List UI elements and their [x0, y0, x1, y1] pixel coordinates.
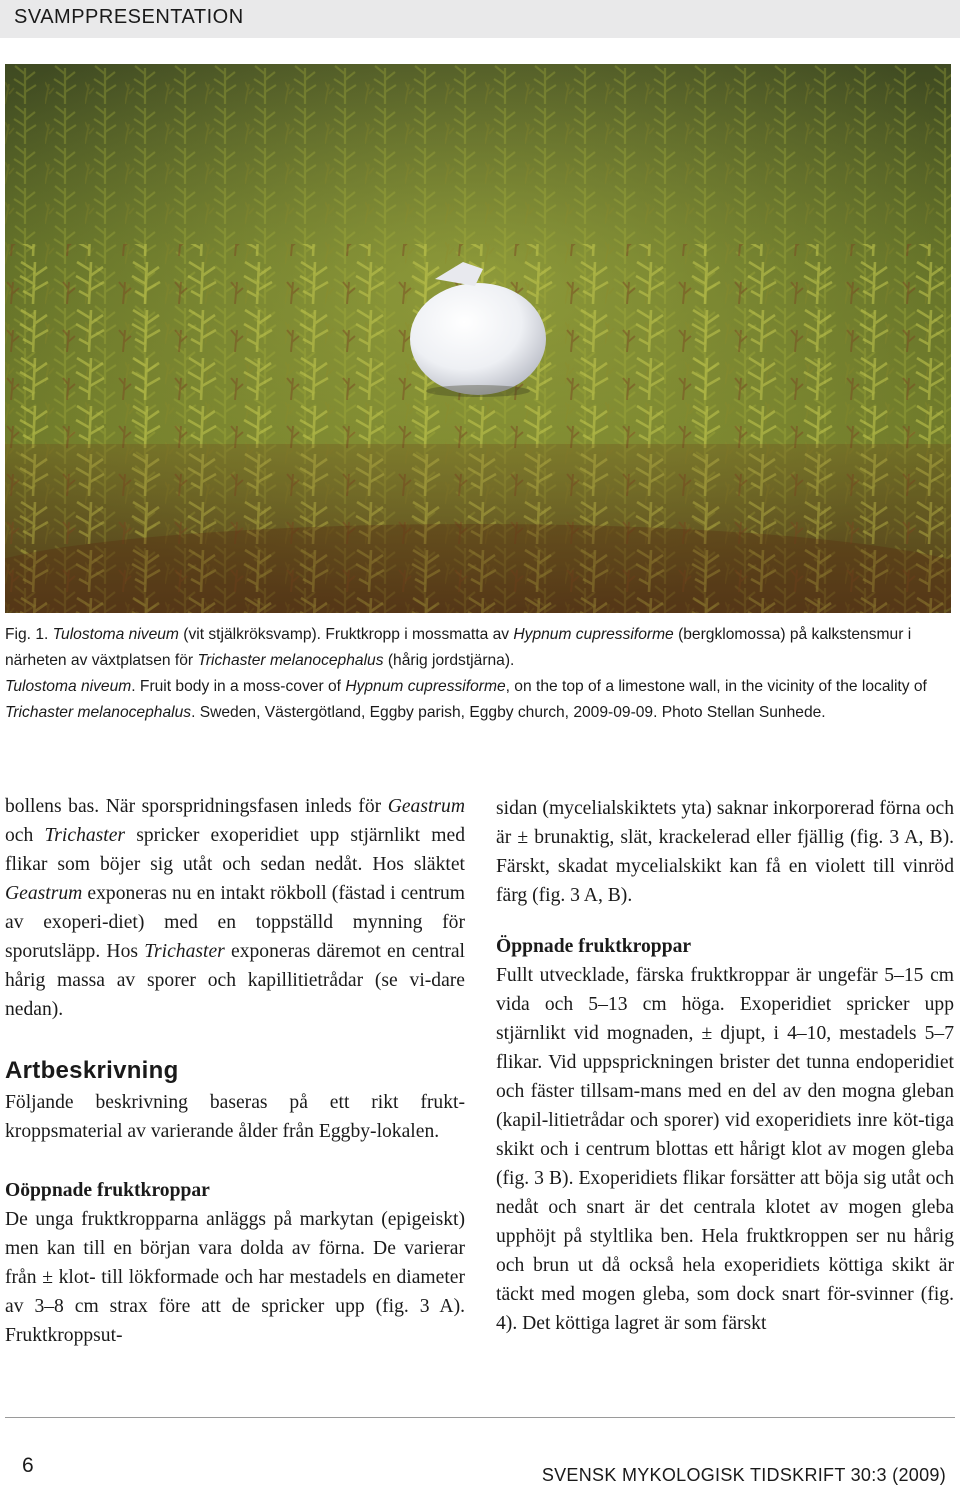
- left-intro-run: exponeras nu en intakt rökboll (fästad i centrum av exoperi-diet) med en toppställd mynning för sporutsläpp. Hos: [5, 883, 465, 962]
- caption-swedish-run: Trichaster melanocephalus: [197, 652, 384, 669]
- subheading-oopnade: Oöppnade fruktkroppar: [5, 1180, 210, 1201]
- subheading-oppnade: Öppnade fruktkroppar: [496, 936, 692, 957]
- caption-english-run: . Sweden, Västergötland, Eggby parish, Eggby church, 2009-09-09. Photo Stellan Sunhede.: [191, 704, 826, 721]
- caption-swedish-run: (bergklomossa) på kalkstensmur i närheten av växtplatsen för: [5, 626, 912, 669]
- caption-swedish-run: Tulostoma niveum: [52, 626, 179, 643]
- left-intro-run: Geastrum: [387, 796, 465, 817]
- figure-caption: [5, 622, 953, 726]
- section-title: SVAMPPRESENTATION: [14, 6, 244, 28]
- caption-english-run: Hypnum cupressiforme: [345, 678, 506, 695]
- left-intro-run: och: [5, 825, 45, 846]
- footer-rule: [5, 1417, 955, 1418]
- caption-english-run: Trichaster melanocephalus: [5, 704, 192, 721]
- journal-name: SVENSK MYKOLOGISK TIDSKRIFT 30:3 (2009): [541, 1465, 946, 1485]
- right-intro-paragraph: sidan (mycelialskiktets yta) saknar inkorporerad förna och är ± brunaktig, slät, krackelerad eller fjällig (fig. 3 A, B). Färskt, skadat mycelialskikt kan få en violett till vinröd färg (fig. 3 A, B).: [496, 798, 954, 906]
- left-intro-run: exponeras däremot en central hårig massa av sporer och kapillitietrådar (se vi-dare nedan).: [5, 941, 465, 1020]
- caption-english-run: Tulostoma niveum: [5, 678, 132, 695]
- caption-english: [5, 674, 953, 726]
- page-number: 6: [22, 1454, 34, 1477]
- caption-swedish-run: (hårig jordstjärna).: [383, 652, 515, 669]
- caption-swedish-run: Fig. 1.: [5, 626, 53, 643]
- oopnade-paragraph: De unga fruktkropparna anläggs på markytan (epigeiskt) men kan till en början vara dolda av förna. De varierar från ± klot- till lökformade och har mestadels en diameter av 3–8 cm strax före att de spricker upp (fig. 3 A). Fruktkroppsut-: [5, 1209, 465, 1346]
- oppnade-paragraph: Fullt utvecklade, färska fruktkroppar är ungefär 5–15 cm vida och 5–13 cm höga. Exoperidiet spricker upp stjärnlikt vid mognaden, ± djupt, i 4–10, mestadels 5–7 flikar. Vid uppsprickningen brister det tunna endoperidiet och fäster tillsam-mans med en del av den mogna gleban (kapil-litietrådar och sporer) vid exoperidiets inre köt-tiga skikt och i centrum blottas ett hårigt klot av mogen gleba (fig. 3 B). Exoperidiets flikar forsätter att böja sig utåt och nedåt och snart är det centrala klotet av mogen gleba upphöjt på styltlika ben. Hela fruktkroppen ser nu hårig och brun ut då också hela exoperidiets köttiga skikt är täckt med mogen gleba, som dock snart för-svinner (fig. 4). Det köttiga lagret är som färskt: [496, 965, 954, 1334]
- mushroom-photo: [5, 64, 951, 613]
- left-intro-paragraph: [5, 792, 465, 1024]
- caption-swedish-run: (vit stjälkröksvamp). Fruktkropp i mossmatta av: [178, 626, 514, 643]
- right-column: [496, 794, 954, 1338]
- header-band: [0, 0, 960, 38]
- left-intro-run: bollens bas. När sporspridningsfasen inleds för: [5, 796, 388, 817]
- artbeskrivning-paragraph: Följande beskrivning baseras på ett rikt frukt-kroppsmaterial av varierande ålder från Eggby-lokalen.: [5, 1092, 465, 1142]
- caption-swedish: [5, 622, 953, 674]
- left-intro-run: spricker exoperidiet upp stjärnlikt med flikar som böjer sig utåt och sedan nedåt. Hos släktet: [5, 825, 465, 875]
- left-intro-run: Geastrum: [5, 883, 83, 904]
- left-intro-run: Trichaster: [144, 941, 225, 962]
- left-column: [5, 792, 465, 1350]
- caption-swedish-run: Hypnum cupressiforme: [513, 626, 674, 643]
- section-heading-artbeskrivning: Artbeskrivning: [5, 1057, 179, 1084]
- caption-english-run: , on the top of a limestone wall, in the vicinity of the locality of: [505, 678, 927, 695]
- left-intro-run: Trichaster: [44, 825, 126, 846]
- caption-english-run: . Fruit body in a moss-cover of: [131, 678, 346, 695]
